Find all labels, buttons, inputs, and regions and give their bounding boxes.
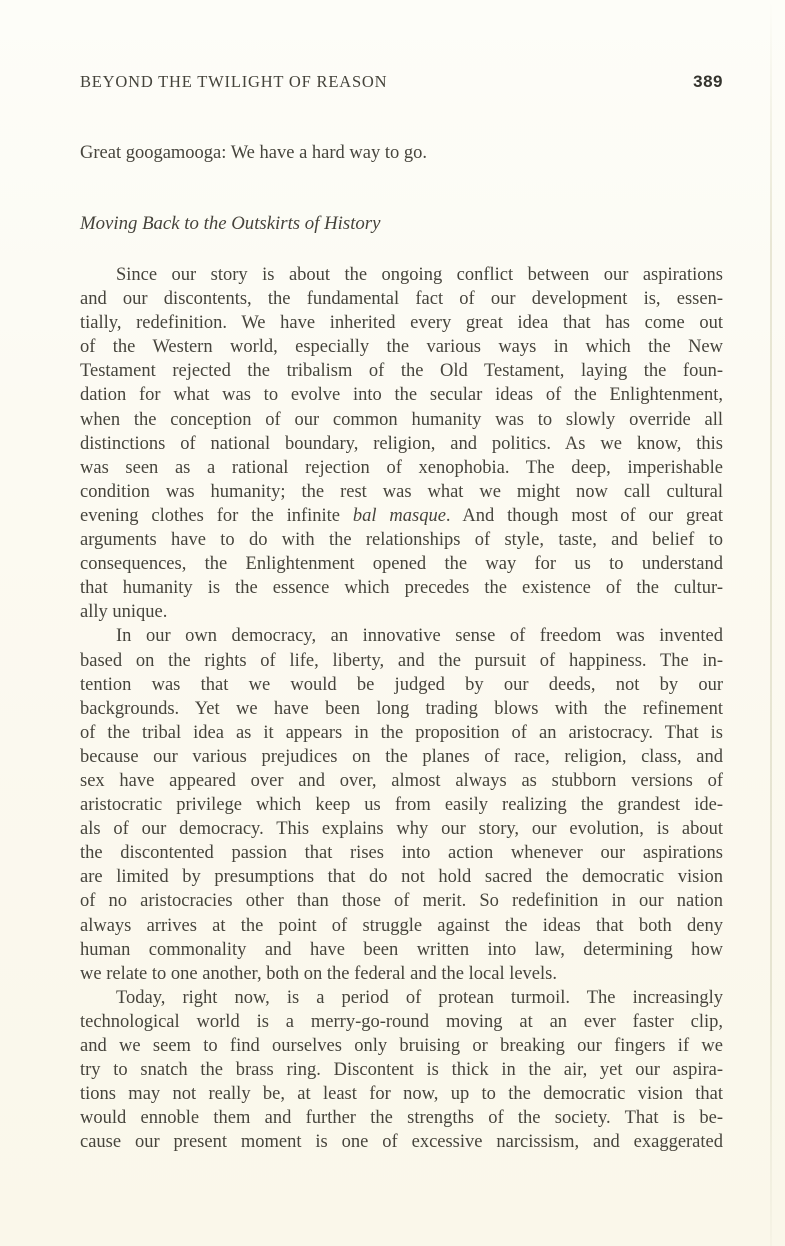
text-line: tions may not really be, at least for now, up to the democratic vision that <box>80 1084 723 1105</box>
text-line: Since our story is about the ongoing conflict between our aspirations <box>116 265 723 285</box>
text-line: dation for what was to evolve into the secular ideas of the Enlightenment, <box>80 385 723 406</box>
text-line: was seen as a rational rejection of xenophobia. The deep, imperishable <box>80 457 723 478</box>
text-line: are limited by presumptions that do not hold sacred the democratic vision <box>80 867 723 888</box>
epigraph-line: Great googamooga: We have a hard way to go. <box>80 143 427 163</box>
running-head <box>80 72 723 92</box>
paragraph <box>80 263 723 624</box>
page-edge-shadow <box>770 0 772 1246</box>
text-line: tention was that we would be judged by our deeds, not by our <box>80 674 723 695</box>
text-line: arguments have to do with the relationships of style, taste, and belief to <box>80 530 723 551</box>
text-line: of the tribal idea as it appears in the proposition of an aristocracy. That is <box>80 722 723 743</box>
text-line: always arrives at the point of struggle against the ideas that both deny <box>80 915 723 936</box>
text-line: because our various prejudices on the planes of race, religion, class, and <box>80 746 723 767</box>
text-line: the discontented passion that rises into action whenever our aspirations <box>80 843 723 864</box>
text-line: ally unique. <box>80 602 168 623</box>
section-heading: Moving Back to the Outskirts of History <box>80 213 381 234</box>
text-line: distinctions of national boundary, religion, and politics. As we know, this <box>80 433 723 454</box>
text-line: based on the rights of life, liberty, and the pursuit of happiness. The in- <box>80 650 723 671</box>
text-line: condition was humanity; the rest was what we might now call cultural <box>80 481 723 502</box>
text-line: try to snatch the brass ring. Discontent is thick in the air, yet our aspira- <box>80 1060 723 1081</box>
text-line: and we seem to find ourselves only bruising or breaking our fingers if we <box>80 1036 723 1056</box>
text-line: of no aristocracies other than those of merit. So redefinition in our nation <box>80 891 723 912</box>
text-line: technological world is a merry-go-round moving at an ever faster clip, <box>80 1011 723 1032</box>
text-line: In our own democracy, an innovative sense of freedom was invented <box>116 626 723 647</box>
text-line: and our discontents, the fundamental fact of our development is, essen- <box>80 289 723 310</box>
text-line: Testament rejected the tribalism of the Old Testament, laying the foun- <box>80 361 723 382</box>
text-line: sex have appeared over and over, almost always as stubborn versions of <box>80 770 723 791</box>
text-line: when the conception of our common humanity was to slowly override all <box>80 409 723 430</box>
text-line: we relate to one another, both on the federal and the local levels. <box>80 963 557 984</box>
text-line: backgrounds. Yet we have been long trading blows with the refinement <box>80 698 723 719</box>
text-line: als of our democracy. This explains why our story, our evolution, is about <box>80 819 723 840</box>
text-line: of the Western world, especially the various ways in which the New <box>80 337 723 358</box>
text-line: human commonality and have been written into law, determining how <box>80 939 723 960</box>
running-title: BEYOND THE TWILIGHT OF REASON <box>80 72 388 91</box>
paragraph <box>80 986 723 1155</box>
text-line: tially, redefinition. We have inherited every great idea that has come out <box>80 313 723 334</box>
paragraph <box>80 624 723 985</box>
italic-phrase: bal masque <box>352 505 446 526</box>
body-text <box>80 263 723 1154</box>
text-line: would ennoble them and further the strengths of the society. That is be- <box>80 1108 723 1129</box>
text-line: cause our present moment is one of excessive narcissism, and exaggerated <box>80 1132 723 1153</box>
text-line: that humanity is the essence which precedes the existence of the cultur- <box>80 578 723 599</box>
text-line: aristocratic privilege which keep us from easily realizing the grandest ide- <box>80 795 723 816</box>
text-line: evening clothes for the infinite bal masque. And though most of our great <box>80 505 723 526</box>
page-number: 389 <box>693 72 723 91</box>
text-line: Today, right now, is a period of protean turmoil. The increasingly <box>116 987 723 1008</box>
text-line: consequences, the Enlightenment opened the way for us to understand <box>80 554 723 575</box>
